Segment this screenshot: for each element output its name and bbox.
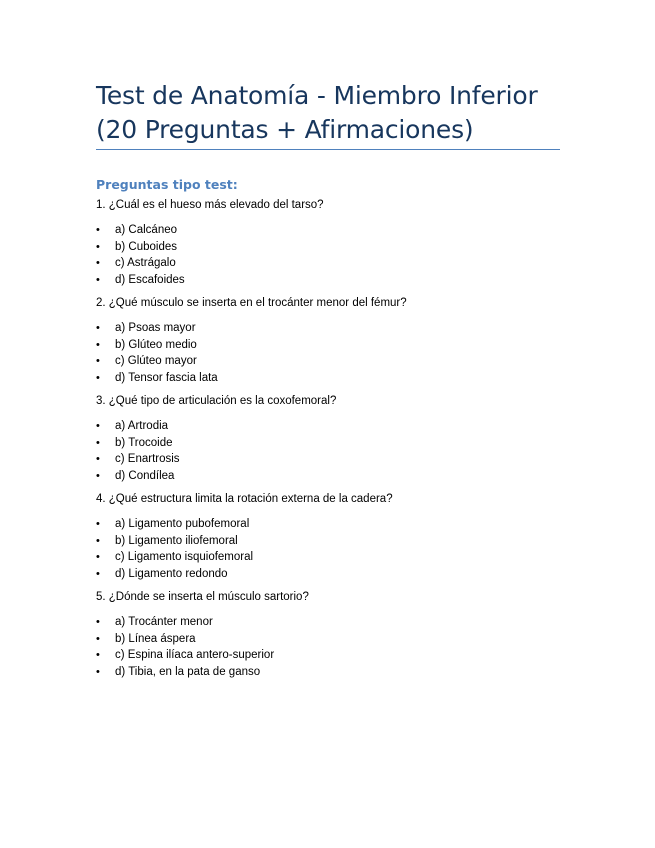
answer-options xyxy=(96,222,566,288)
answer-option xyxy=(96,468,566,485)
section-heading: Preguntas tipo test: xyxy=(96,177,238,192)
bullet-icon: • xyxy=(96,240,100,253)
answer-options xyxy=(96,320,566,386)
bullet-icon: • xyxy=(96,257,100,269)
bullet-icon: • xyxy=(96,616,100,628)
question-block xyxy=(96,492,566,582)
answer-option-text: b) Cuboides xyxy=(115,240,178,253)
bullet-icon: • xyxy=(96,355,100,367)
answer-option xyxy=(96,272,566,289)
bullet-icon: • xyxy=(96,453,100,465)
question-text: 3. ¿Qué tipo de articulación es la coxofemoral? xyxy=(96,395,337,407)
answer-option-text: c) Astrágalo xyxy=(115,257,176,269)
answer-options xyxy=(96,516,566,582)
bullet-icon: • xyxy=(96,322,100,334)
answer-option xyxy=(96,239,566,256)
bullet-icon: • xyxy=(96,649,100,661)
answer-option xyxy=(96,566,566,583)
question-text: 1. ¿Cuál es el hueso más elevado del tarso? xyxy=(96,199,324,211)
answer-option xyxy=(96,418,566,435)
title-underline xyxy=(96,149,560,150)
answer-option xyxy=(96,320,566,337)
bullet-icon: • xyxy=(96,534,100,547)
title-line-2: (20 Preguntas + Afirmaciones) xyxy=(96,115,474,144)
question-text: 4. ¿Qué estructura limita la rotación externa de la cadera? xyxy=(96,493,393,505)
answer-option xyxy=(96,370,566,387)
answer-option xyxy=(96,549,566,566)
answer-option-text: b) Línea áspera xyxy=(115,632,196,645)
answer-option-text: c) Glúteo mayor xyxy=(115,355,197,367)
answer-option-text: a) Ligamento pubofemoral xyxy=(115,518,250,530)
answer-option xyxy=(96,337,566,354)
answer-option-text: b) Glúteo medio xyxy=(115,338,197,351)
answer-option-text: d) Tensor fascia lata xyxy=(115,371,218,384)
answer-option-text: d) Escafoides xyxy=(115,273,185,286)
answer-option xyxy=(96,353,566,370)
bullet-icon: • xyxy=(96,551,100,563)
bullet-icon: • xyxy=(96,469,100,482)
bullet-icon: • xyxy=(96,436,100,449)
answer-option xyxy=(96,451,566,468)
answer-option xyxy=(96,647,566,664)
answer-option xyxy=(96,516,566,533)
question-block xyxy=(96,394,566,484)
answer-options xyxy=(96,614,566,680)
answer-option xyxy=(96,435,566,452)
bullet-icon: • xyxy=(96,567,100,580)
question-text: 5. ¿Dónde se inserta el músculo sartorio? xyxy=(96,591,309,603)
bullet-icon: • xyxy=(96,273,100,286)
bullet-icon: • xyxy=(96,665,100,678)
answer-options xyxy=(96,418,566,484)
answer-option xyxy=(96,614,566,631)
answer-option xyxy=(96,664,566,681)
answer-option-text: c) Espina ilíaca antero-superior xyxy=(115,649,275,661)
answer-option xyxy=(96,533,566,550)
question-list xyxy=(96,198,566,688)
question-block xyxy=(96,590,566,680)
question-block xyxy=(96,296,566,386)
answer-option-text: d) Tibia, en la pata de ganso xyxy=(115,665,261,678)
answer-option-text: d) Ligamento redondo xyxy=(115,567,228,580)
answer-option-text: c) Ligamento isquiofemoral xyxy=(115,551,254,563)
bullet-icon: • xyxy=(96,420,100,432)
answer-option xyxy=(96,255,566,272)
answer-option-text: b) Ligamento iliofemoral xyxy=(115,534,238,547)
bullet-icon: • xyxy=(96,632,100,645)
answer-option-text: a) Trocánter menor xyxy=(115,616,213,628)
answer-option-text: d) Condílea xyxy=(115,469,175,482)
bullet-icon: • xyxy=(96,338,100,351)
bullet-icon: • xyxy=(96,371,100,384)
question-text: 2. ¿Qué músculo se inserta en el trocánter menor del fémur? xyxy=(96,297,407,309)
answer-option-text: a) Artrodia xyxy=(115,420,169,432)
answer-option-text: c) Enartrosis xyxy=(115,453,180,465)
bullet-icon: • xyxy=(96,224,100,236)
answer-option-text: a) Psoas mayor xyxy=(115,322,196,334)
document-title xyxy=(96,79,566,147)
title-line-1: Test de Anatomía - Miembro Inferior xyxy=(96,81,538,110)
answer-option-text: a) Calcáneo xyxy=(115,224,178,236)
bullet-icon: • xyxy=(96,518,100,530)
answer-option xyxy=(96,222,566,239)
answer-option-text: b) Trocoide xyxy=(115,436,173,449)
answer-option xyxy=(96,631,566,648)
question-block xyxy=(96,198,566,288)
